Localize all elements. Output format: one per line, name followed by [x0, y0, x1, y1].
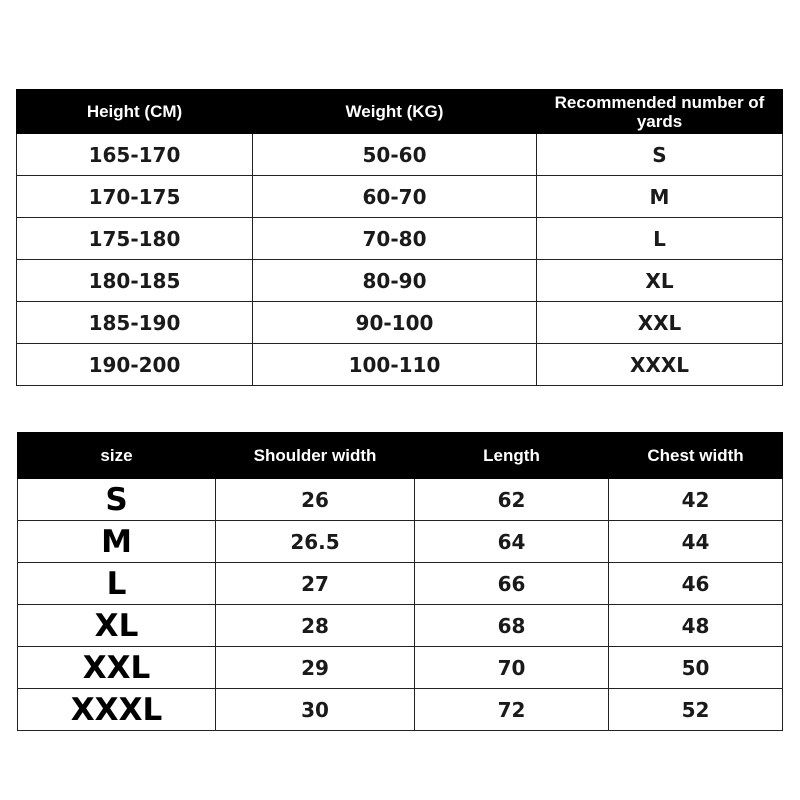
shoulder-width-cell: 26.5 [216, 521, 415, 563]
table-row [18, 479, 783, 521]
table-row [17, 176, 783, 218]
height-cell: 170-175 [17, 176, 253, 218]
size-cell: XXL [537, 302, 783, 344]
size-cell: M [18, 521, 216, 563]
shoulder-width-cell: 29 [216, 647, 415, 689]
weight-cell: 80-90 [253, 260, 537, 302]
height-cell: 180-185 [17, 260, 253, 302]
height-cell: 190-200 [17, 344, 253, 386]
chest-width-cell: 48 [609, 605, 783, 647]
length-cell: 66 [415, 563, 609, 605]
size-cell: S [18, 479, 216, 521]
shoulder-width-cell: 28 [216, 605, 415, 647]
shoulder-width-cell: 26 [216, 479, 415, 521]
header-height: Height (CM) [17, 90, 253, 134]
height-cell: 175-180 [17, 218, 253, 260]
header-row [18, 433, 783, 479]
length-cell: 70 [415, 647, 609, 689]
chest-width-cell: 44 [609, 521, 783, 563]
table-row [18, 563, 783, 605]
chest-width-cell: 42 [609, 479, 783, 521]
weight-cell: 60-70 [253, 176, 537, 218]
size-cell: L [18, 563, 216, 605]
table-row [18, 689, 783, 731]
header-weight: Weight (KG) [253, 90, 537, 134]
size-cell: XXXL [18, 689, 216, 731]
table-row [18, 521, 783, 563]
chest-width-cell: 50 [609, 647, 783, 689]
weight-cell: 50-60 [253, 134, 537, 176]
size-cell: XXL [18, 647, 216, 689]
table-row [17, 260, 783, 302]
header-recommended-yards: Recommended number of yards [537, 90, 783, 134]
table-row [17, 344, 783, 386]
size-cell: XXXL [537, 344, 783, 386]
size-cell: M [537, 176, 783, 218]
weight-cell: 70-80 [253, 218, 537, 260]
header-length: Length [415, 433, 609, 479]
size-cell: L [537, 218, 783, 260]
size-recommendation-table [16, 89, 783, 386]
chest-width-cell: 46 [609, 563, 783, 605]
size-cell: XL [18, 605, 216, 647]
header-row [17, 90, 783, 134]
table-row [17, 302, 783, 344]
length-cell: 72 [415, 689, 609, 731]
size-measurement-table [17, 432, 783, 731]
weight-cell: 90-100 [253, 302, 537, 344]
header-size: size [18, 433, 216, 479]
length-cell: 68 [415, 605, 609, 647]
header-shoulder-width: Shoulder width [216, 433, 415, 479]
length-cell: 64 [415, 521, 609, 563]
weight-cell: 100-110 [253, 344, 537, 386]
height-cell: 185-190 [17, 302, 253, 344]
table-row [18, 605, 783, 647]
table-row [17, 134, 783, 176]
shoulder-width-cell: 30 [216, 689, 415, 731]
size-cell: XL [537, 260, 783, 302]
header-chest-width: Chest width [609, 433, 783, 479]
chest-width-cell: 52 [609, 689, 783, 731]
size-cell: S [537, 134, 783, 176]
table-row [18, 647, 783, 689]
height-cell: 165-170 [17, 134, 253, 176]
shoulder-width-cell: 27 [216, 563, 415, 605]
length-cell: 62 [415, 479, 609, 521]
table-row [17, 218, 783, 260]
